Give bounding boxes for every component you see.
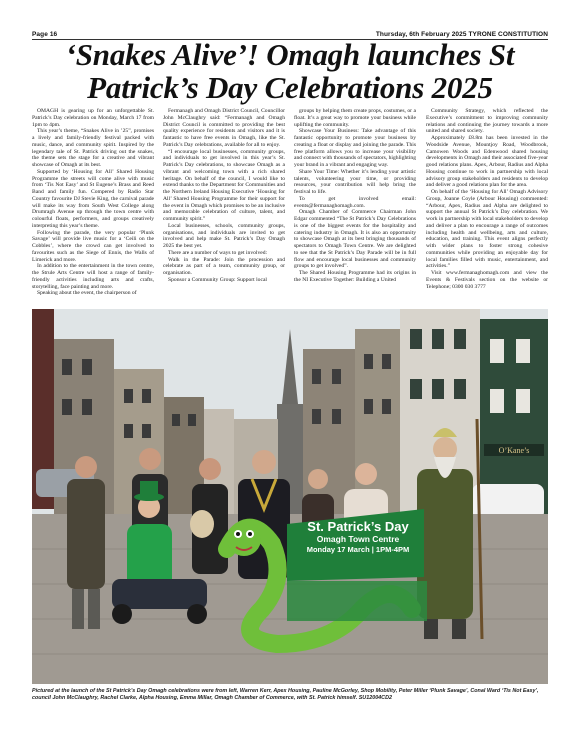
article-paragraph: Omagh Chamber of Commerce Chairman John Edgar commented “The St Patrick’s Day Celebrations is one of the biggest events for the hospitality and catering industry in Omagh. It is also an opportunity to showcase Omagh at its best bringing thousands of spectators to Omagh Town Centre. We are delighted to see that the St Patrick’s Day Parade will be in full flow and encourage local businesses and community groups to get involved”.: [294, 209, 416, 270]
article-paragraph: “I encourage local businesses, community groups, and individuals to get involved in this year’s St. Patrick’s Day celebrations, to showcase Omagh as a vibrant and welcoming town with a rich shared heritage. On behalf of the council, I would like to extend thanks to the Department for Communities and the Northern Ireland Housing Executive ‘Housing for All’ Shared Housing Programme for their support for the event in Omagh which promises to be an inclusive and memorable celebration of culture, talent, and community spirit.”: [163, 148, 285, 222]
page-number: Page 16: [32, 31, 58, 38]
article-paragraph: groups by helping them create props, costumes, or a float. It’s a great way to promote your business while uplifting the community.: [294, 108, 416, 128]
banner-date: Monday 17 March | 1PM-4PM: [306, 545, 410, 554]
shop-sign: O’Kane’s: [498, 446, 530, 455]
article-paragraph: Walk in the Parade: Join the procession and celebrate as part of a team, community group, or organisation.: [163, 256, 285, 276]
article-paragraph: Local businesses, schools, community groups, organisations, and individuals are invited to get involved and help make St. Patrick’s Day Omagh 2025 the best yet.: [163, 222, 285, 249]
banner-title: St. Patrick’s Day: [307, 519, 409, 534]
article-paragraph: Share Your Time: Whether it’s lending your artistic talents, volunteering your time, or providing resources, your contribution will help bring the festival to life.: [294, 168, 416, 195]
article-column-4: [426, 108, 548, 306]
article-column-2: [163, 108, 285, 306]
article-paragraph: Visit www.fermanaghomagh.com and view the Events & Festivals section on the website or Telephone; 0300 030 3777: [426, 270, 548, 290]
article-paragraph: In addition to the entertainment in the town centre, the Strule Arts Centre will host a range of family-friendly activities including arts and crafts, storytelling, face painting and more.: [32, 263, 154, 290]
page-header: [32, 24, 548, 38]
article-paragraph: Community Strategy, which reflected the Executive’s commitment to improving community relations and continuing the journey towards a more united and shared society.: [426, 108, 548, 135]
article-paragraph: Fermanagh and Omagh District Council, Councillor John McClaughry said: “Fermanagh and Omagh District Council is committed to providing the best quality experience for residents and visitors and it is fantastic to have free events in Omagh, like the St. Patrick’s Day celebrations, available for all to enjoy.: [163, 108, 285, 148]
banner-subtitle: Omagh Town Centre: [316, 534, 400, 544]
photo-caption: Pictured at the launch of the St Patrick’s Day Omagh celebrations were from left, Warren Kerr, Apex Housing, Pauline McGorley, Shop Mobility, Peter Miller ‘Plunk Savage’, Conal Ward ‘Tis Not Easy’, council John McClaughry, Rachel Clarke, Alpha Housing, Emma Millar, Omagh Chamber of Commerce, with St. Patrick himself. SU12004CD2: [32, 688, 539, 701]
photo-illustration: [32, 309, 548, 684]
launch-photo: [32, 309, 548, 684]
article-paragraph: This year’s theme, “Snakes Alive in ’25”, promises a lively and family-friendly festival packed with music, dance, and community spirit. Inspired by the legendary tale of St. Patrick driving out the snakes, the theme sets the stage for a creative and vibrant showcase of Omagh at its best.: [32, 128, 154, 168]
article-paragraph: There are a number of ways to get involved:: [168, 249, 268, 256]
article-paragraph: On behalf of the ‘Housing for All’ Omagh Advisory Group, Joanne Coyle (Arbour Housing) commented: “Arbour, Apex, Radius and Alpha are delighted to support the annual St Patrick’s Day celebration. We work in partnership with local stakeholders to develop and deliver a plan to encourage a range of outcomes including health and wellbeing, arts and culture, education, and training. This event aligns perfectly with wider plans to foster strong cohesive communities while providing an enjoyable day for local families filled with music, entertainment, and activities.”: [426, 189, 548, 270]
article-headline: ‘Snakes Alive’! Omagh launches St Patrick’s Day Celebrations 2025: [65, 37, 515, 105]
article-paragraph: Showcase Your Business: Take advantage of this fantastic opportunity to promote your business by creating a float or display and joining the parade. This free platform allows you to increase your visibility and connect with thousands of spectators, highlighting your brand in a vibrant and engaging way.: [294, 128, 416, 168]
article-column-3: [294, 108, 416, 306]
article-paragraph: Sponsor a Community Group: Support local: [168, 276, 267, 283]
article-paragraph: Following the parade, the very popular ‘Plunk Savage’ will provide live music for a ‘Ceili on the Cobbles’, where the crowd can get involved to favourites such as the Siege of Ennis, the Walls of Limerick and more.: [32, 229, 154, 263]
article-paragraph: To get involved email: events@fermanaghomagh.com.: [294, 195, 416, 209]
article-paragraph: OMAGH is gearing up for an unforgettable St. Patrick’s Day celebration on Monday, March 17 from 1pm to 4pm.: [32, 108, 154, 128]
article-paragraph: The Shared Housing Programme had its origins in the NI Executive Together: Building a United: [294, 270, 416, 283]
article-column-1: [32, 108, 154, 306]
article-paragraph: Supported by ‘Housing for All’ Shared Housing Programme the streets will come alive with music from ‘Tis Not Easy’ and St Eugene’s Brass and Reed Band and family fun. Compered by Radio Star Country favourite DJ Stevie King, the carnival parade will make its way from South West College along Drumragh Avenue up through the town centre with colourful floats, performers, and groups creatively interpreting this year’s theme.: [32, 168, 154, 229]
article-paragraph: Speaking about the event, the chairperson of: [37, 290, 137, 297]
article-body: [32, 108, 548, 306]
article-paragraph: Approximately £8.8m has been invested in the Woodside Avenue, Mountjoy Road, Woodbrook, Camowen Woods and Edenwood shared housing developments in Omagh and their associated five-year good relations plans. Apex, Arbour, Radius and Alpha Housing continue to work in partnership with local advisory group stakeholders and residents to develop and deliver a good relations plan for the area.: [426, 135, 548, 189]
issue-date-publication: Thursday, 6th February 2025 TYRONE CONSTITUTION: [375, 31, 548, 38]
banner-text: [298, 519, 418, 567]
